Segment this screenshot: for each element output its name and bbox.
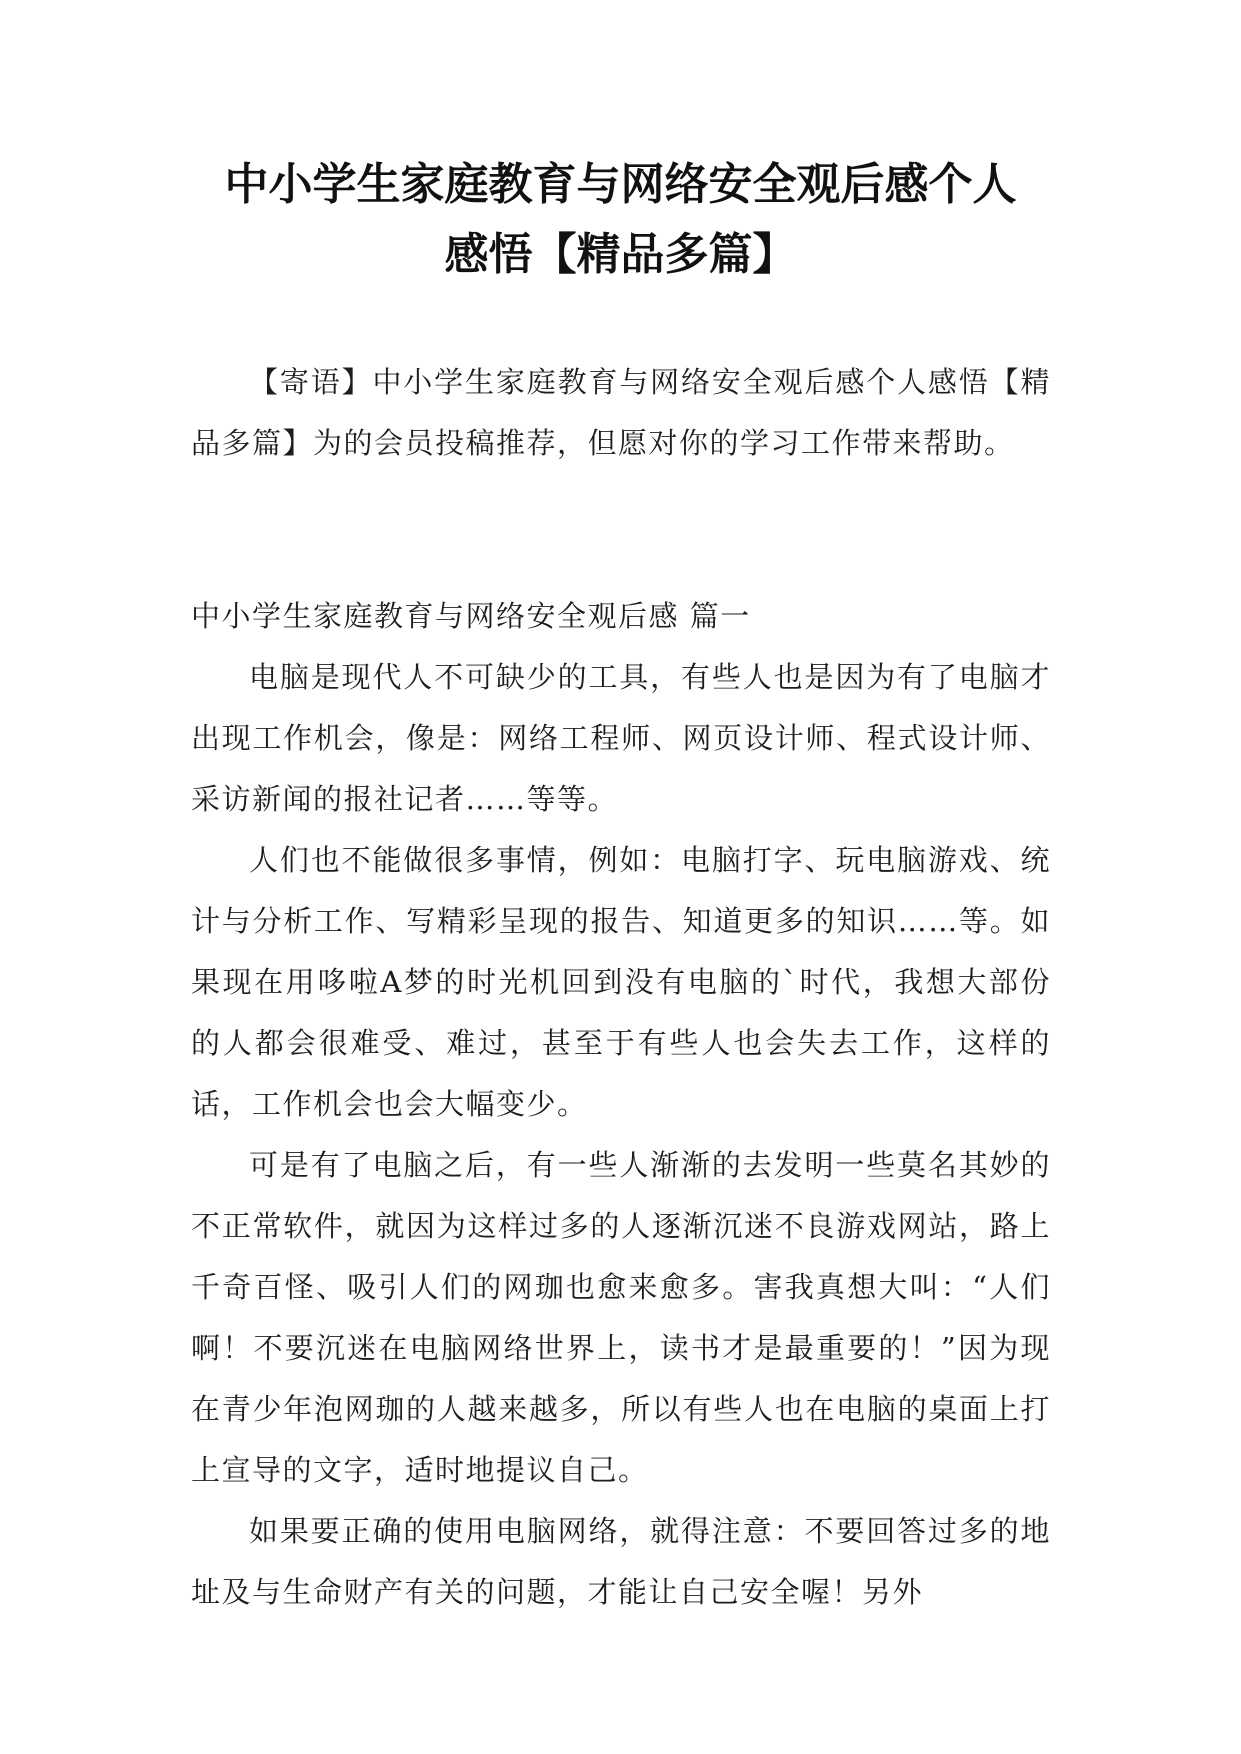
article-body (191, 647, 1051, 1623)
body-paragraph-1: 电脑是现代人不可缺少的工具，有些人也是因为有了电脑才出现工作机会，像是：网络工程师、网页设计师、程式设计师、采访新闻的报社记者……等等。 (191, 660, 1051, 816)
section-heading: 中小学生家庭教育与网络安全观后感 篇一 (191, 599, 751, 633)
body-paragraph-3: 可是有了电脑之后，有一些人渐渐的去发明一些莫名其妙的不正常软件，就因为这样过多的人逐渐沉迷不良游戏网站，路上千奇百怪、吸引人们的网珈也愈来愈多。害我真想大叫：“人们啊！不要沉迷在电脑网络世界上，读书才是最重要的！”因为现在青少年泡网珈的人越来越多，所以有些人也在电脑的桌面上打上宣导的文字，适时地提议自己。 (191, 1148, 1051, 1487)
body-paragraph-2: 人们也不能做很多事情，例如：电脑打字、玩电脑游戏、统计与分析工作、写精彩呈现的报告、知道更多的知识……等。如果现在用哆啦A梦的时光机回到没有电脑的`时代，我想大部份的人都会很难受、难过，甚至于有些人也会失去工作，这样的话，工作机会也会大幅变少。 (191, 843, 1051, 1121)
document-title (150, 150, 1091, 290)
title-line-1: 中小学生家庭教育与网络安全观后感个人 (224, 159, 1017, 210)
intro-paragraph: 【寄语】中小学生家庭教育与网络安全观后感个人感悟【精品多篇】为的会员投稿推荐，但愿对你的学习工作带来帮助。 (191, 365, 1051, 460)
body-paragraph-4: 如果要正确的使用电脑网络，就得注意：不要回答过多的地址及与生命财产有关的问题，才能让自己安全喔！另外 (191, 1514, 1051, 1609)
intro-block (191, 352, 1051, 474)
title-line-2: 感悟【精品多篇】 (444, 229, 797, 280)
